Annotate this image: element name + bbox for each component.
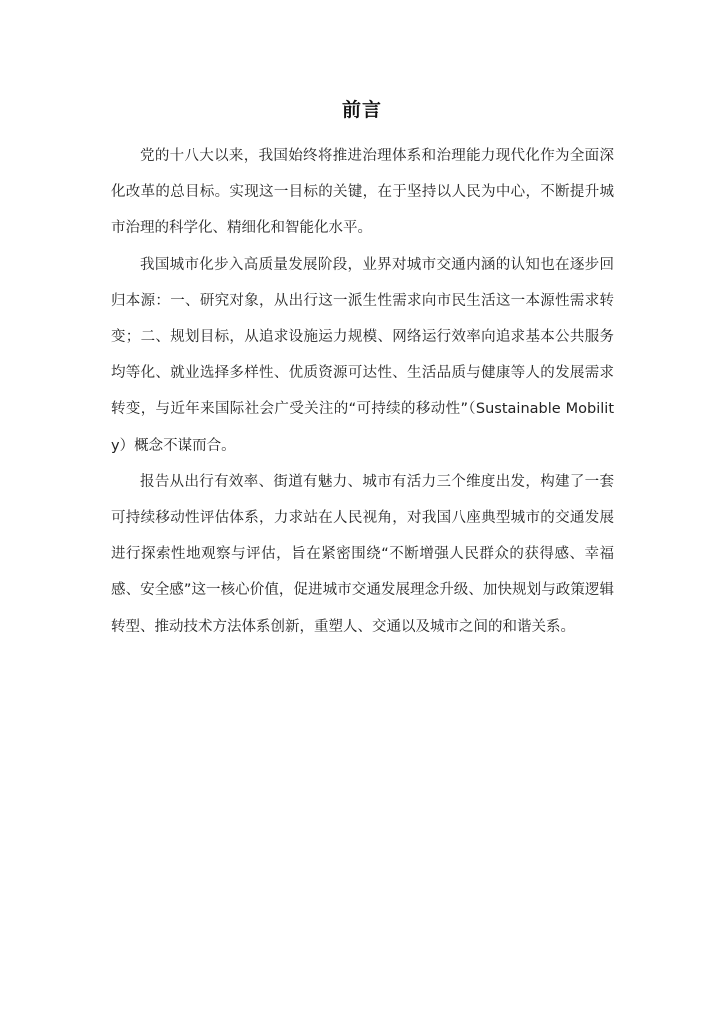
paragraph-3: 报告从出行有效率、街道有魅力、城市有活力三个维度出发，构建了一套可持续移动性评估体系，力求站在人民视角，对我国八座典型城市的交通发展进行探索性地观察与评估，旨在紧密围绕“不断增强人民群众的获得感、幸福感、安全感”这一核心价值，促进城市交通发展理念升级、加快规划与政策逻辑转型、推动技术方法体系创新，重塑人、交通以及城市之间的和谐关系。 [111, 473, 614, 635]
paragraph-2: 我国城市化步入高质量发展阶段，业界对城市交通内涵的认知也在逐步回归本源：一、研究对象，从出行这一派生性需求向市民生活这一本源性需求转变；二、规划目标，从追求设施运力规模、网络运行效率向追求基本公共服务均等化、就业选择多样性、优质资源可达性、生活品质与健康等人的发展需求转变，与近年来国际社会广受关注的“可持续的移动性”（Sustainable Mobility）概念不谋而合。 [111, 256, 614, 454]
page-title: 前言 [341, 99, 382, 121]
document-body [111, 138, 614, 645]
paragraph-1: 党的十八大以来，我国始终将推进治理体系和治理能力现代化作为全面深化改革的总目标。实现这一目标的关键，在于坚持以人民为中心，不断提升城市治理的科学化、精细化和智能化水平。 [111, 148, 614, 237]
